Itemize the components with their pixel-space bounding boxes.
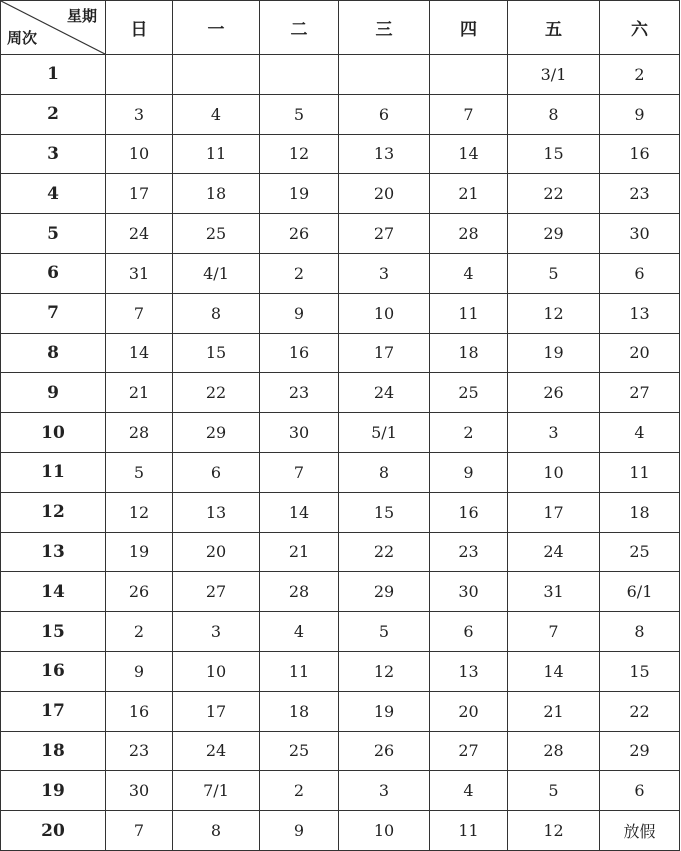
day-cell: 9 (260, 293, 339, 333)
week-number: 6 (1, 253, 106, 293)
day-cell: 5 (106, 452, 173, 492)
day-cell: 2 (600, 55, 680, 95)
week-row (1, 572, 680, 612)
day-cell: 27 (430, 731, 508, 771)
day-cell: 25 (430, 373, 508, 413)
day-cell: 19 (339, 691, 430, 731)
day-cell (430, 55, 508, 95)
day-cell: 25 (260, 731, 339, 771)
day-cell: 20 (339, 174, 430, 214)
day-cell: 27 (173, 572, 260, 612)
week-row (1, 452, 680, 492)
week-row (1, 134, 680, 174)
week-row (1, 55, 680, 95)
day-cell: 24 (508, 532, 600, 572)
day-cell: 11 (430, 293, 508, 333)
day-cell: 31 (508, 572, 600, 612)
day-cell: 5 (339, 612, 430, 652)
day-cell: 9 (430, 452, 508, 492)
day-cell: 19 (260, 174, 339, 214)
day-cell: 26 (260, 214, 339, 254)
week-number: 17 (1, 691, 106, 731)
day-cell: 23 (430, 532, 508, 572)
week-axis-label: 周次 (7, 29, 38, 47)
week-row (1, 333, 680, 373)
day-cell: 9 (260, 811, 339, 851)
week-row (1, 731, 680, 771)
week-row (1, 612, 680, 652)
day-cell: 2 (260, 771, 339, 811)
day-cell (260, 55, 339, 95)
day-cell: 6 (173, 452, 260, 492)
week-row (1, 651, 680, 691)
day-cell: 17 (173, 691, 260, 731)
day-cell (339, 55, 430, 95)
week-row (1, 174, 680, 214)
weekday-header-fri: 五 (508, 1, 600, 55)
week-number: 19 (1, 771, 106, 811)
day-cell: 5/1 (339, 413, 430, 453)
calendar-body (1, 55, 680, 851)
day-cell: 17 (339, 333, 430, 373)
day-cell: 28 (508, 731, 600, 771)
day-cell: 26 (339, 731, 430, 771)
week-number: 18 (1, 731, 106, 771)
day-cell: 3 (106, 94, 173, 134)
day-cell: 29 (173, 413, 260, 453)
day-cell: 29 (339, 572, 430, 612)
day-cell: 25 (600, 532, 680, 572)
day-cell: 11 (260, 651, 339, 691)
day-cell: 19 (106, 532, 173, 572)
day-cell: 11 (173, 134, 260, 174)
day-cell: 18 (430, 333, 508, 373)
weekday-header-wed: 三 (339, 1, 430, 55)
day-cell: 6 (600, 253, 680, 293)
day-cell: 10 (339, 293, 430, 333)
weekday-header-sat: 六 (600, 1, 680, 55)
week-row (1, 94, 680, 134)
day-cell: 13 (600, 293, 680, 333)
day-cell: 7/1 (173, 771, 260, 811)
day-cell: 31 (106, 253, 173, 293)
day-cell: 12 (508, 293, 600, 333)
day-cell: 13 (339, 134, 430, 174)
week-row (1, 413, 680, 453)
day-cell: 14 (508, 651, 600, 691)
day-cell: 24 (106, 214, 173, 254)
day-cell: 8 (173, 293, 260, 333)
day-cell: 18 (260, 691, 339, 731)
day-cell: 11 (600, 452, 680, 492)
week-number: 7 (1, 293, 106, 333)
day-cell: 12 (508, 811, 600, 851)
day-cell: 8 (339, 452, 430, 492)
day-cell: 14 (106, 333, 173, 373)
day-cell: 12 (106, 492, 173, 532)
day-cell: 14 (430, 134, 508, 174)
week-number: 12 (1, 492, 106, 532)
day-cell: 24 (339, 373, 430, 413)
day-cell: 3 (339, 253, 430, 293)
week-number: 13 (1, 532, 106, 572)
day-cell: 23 (260, 373, 339, 413)
day-cell: 30 (106, 771, 173, 811)
day-cell: 15 (508, 134, 600, 174)
day-cell: 13 (430, 651, 508, 691)
weekday-axis-label: 星期 (66, 7, 97, 25)
day-cell: 29 (600, 731, 680, 771)
day-cell: 10 (339, 811, 430, 851)
day-cell: 2 (430, 413, 508, 453)
day-cell: 3/1 (508, 55, 600, 95)
day-cell: 7 (106, 811, 173, 851)
week-number: 9 (1, 373, 106, 413)
day-cell: 16 (260, 333, 339, 373)
weekday-header-thu: 四 (430, 1, 508, 55)
day-cell: 29 (508, 214, 600, 254)
day-cell: 放假 (600, 811, 680, 851)
week-row (1, 214, 680, 254)
day-cell: 16 (600, 134, 680, 174)
day-cell: 18 (600, 492, 680, 532)
week-row (1, 691, 680, 731)
day-cell: 30 (600, 214, 680, 254)
week-number: 2 (1, 94, 106, 134)
day-cell: 2 (260, 253, 339, 293)
day-cell: 7 (508, 612, 600, 652)
day-cell: 19 (508, 333, 600, 373)
day-cell: 26 (508, 373, 600, 413)
week-row (1, 253, 680, 293)
day-cell: 4 (173, 94, 260, 134)
day-cell: 4/1 (173, 253, 260, 293)
day-cell: 20 (173, 532, 260, 572)
day-cell: 10 (508, 452, 600, 492)
week-row (1, 293, 680, 333)
day-cell: 4 (600, 413, 680, 453)
day-cell: 30 (260, 413, 339, 453)
week-row (1, 532, 680, 572)
day-cell: 28 (106, 413, 173, 453)
day-cell: 22 (508, 174, 600, 214)
day-cell: 4 (260, 612, 339, 652)
day-cell: 17 (106, 174, 173, 214)
day-cell: 6 (430, 612, 508, 652)
day-cell: 15 (339, 492, 430, 532)
week-number: 10 (1, 413, 106, 453)
week-number: 4 (1, 174, 106, 214)
day-cell: 8 (600, 612, 680, 652)
day-cell: 22 (600, 691, 680, 731)
day-cell: 7 (430, 94, 508, 134)
day-cell: 23 (106, 731, 173, 771)
day-cell (173, 55, 260, 95)
day-cell: 10 (106, 134, 173, 174)
day-cell: 13 (173, 492, 260, 532)
week-number: 11 (1, 452, 106, 492)
day-cell: 7 (106, 293, 173, 333)
day-cell: 21 (106, 373, 173, 413)
day-cell: 28 (260, 572, 339, 612)
day-cell: 27 (600, 373, 680, 413)
day-cell: 10 (173, 651, 260, 691)
day-cell: 7 (260, 452, 339, 492)
day-cell: 11 (430, 811, 508, 851)
day-cell: 3 (173, 612, 260, 652)
corner-cell (1, 1, 106, 55)
weekday-header-sun: 日 (106, 1, 173, 55)
week-row (1, 373, 680, 413)
week-row (1, 771, 680, 811)
day-cell: 20 (600, 333, 680, 373)
day-cell: 20 (430, 691, 508, 731)
weekday-header-mon: 一 (173, 1, 260, 55)
day-cell: 28 (430, 214, 508, 254)
week-number: 16 (1, 651, 106, 691)
day-cell: 3 (508, 413, 600, 453)
day-cell: 30 (430, 572, 508, 612)
day-cell: 14 (260, 492, 339, 532)
day-cell: 23 (600, 174, 680, 214)
day-cell: 4 (430, 771, 508, 811)
day-cell: 9 (600, 94, 680, 134)
day-cell: 24 (173, 731, 260, 771)
day-cell: 22 (173, 373, 260, 413)
day-cell (106, 55, 173, 95)
week-number: 20 (1, 811, 106, 851)
day-cell: 4 (430, 253, 508, 293)
day-cell: 21 (260, 532, 339, 572)
week-number: 5 (1, 214, 106, 254)
day-cell: 26 (106, 572, 173, 612)
day-cell: 6/1 (600, 572, 680, 612)
day-cell: 25 (173, 214, 260, 254)
day-cell: 5 (260, 94, 339, 134)
day-cell: 21 (508, 691, 600, 731)
day-cell: 2 (106, 612, 173, 652)
day-cell: 18 (173, 174, 260, 214)
day-cell: 22 (339, 532, 430, 572)
day-cell: 15 (600, 651, 680, 691)
day-cell: 3 (339, 771, 430, 811)
week-number: 1 (1, 55, 106, 95)
day-cell: 12 (260, 134, 339, 174)
day-cell: 27 (339, 214, 430, 254)
day-cell: 12 (339, 651, 430, 691)
day-cell: 6 (600, 771, 680, 811)
header-row (1, 1, 680, 55)
week-number: 3 (1, 134, 106, 174)
week-number: 8 (1, 333, 106, 373)
day-cell: 8 (508, 94, 600, 134)
day-cell: 8 (173, 811, 260, 851)
weekday-header-tue: 二 (260, 1, 339, 55)
week-number: 15 (1, 612, 106, 652)
week-row (1, 811, 680, 851)
day-cell: 16 (106, 691, 173, 731)
day-cell: 5 (508, 771, 600, 811)
day-cell: 15 (173, 333, 260, 373)
day-cell: 9 (106, 651, 173, 691)
week-row (1, 492, 680, 532)
day-cell: 16 (430, 492, 508, 532)
week-number: 14 (1, 572, 106, 612)
day-cell: 5 (508, 253, 600, 293)
day-cell: 6 (339, 94, 430, 134)
day-cell: 21 (430, 174, 508, 214)
day-cell: 17 (508, 492, 600, 532)
